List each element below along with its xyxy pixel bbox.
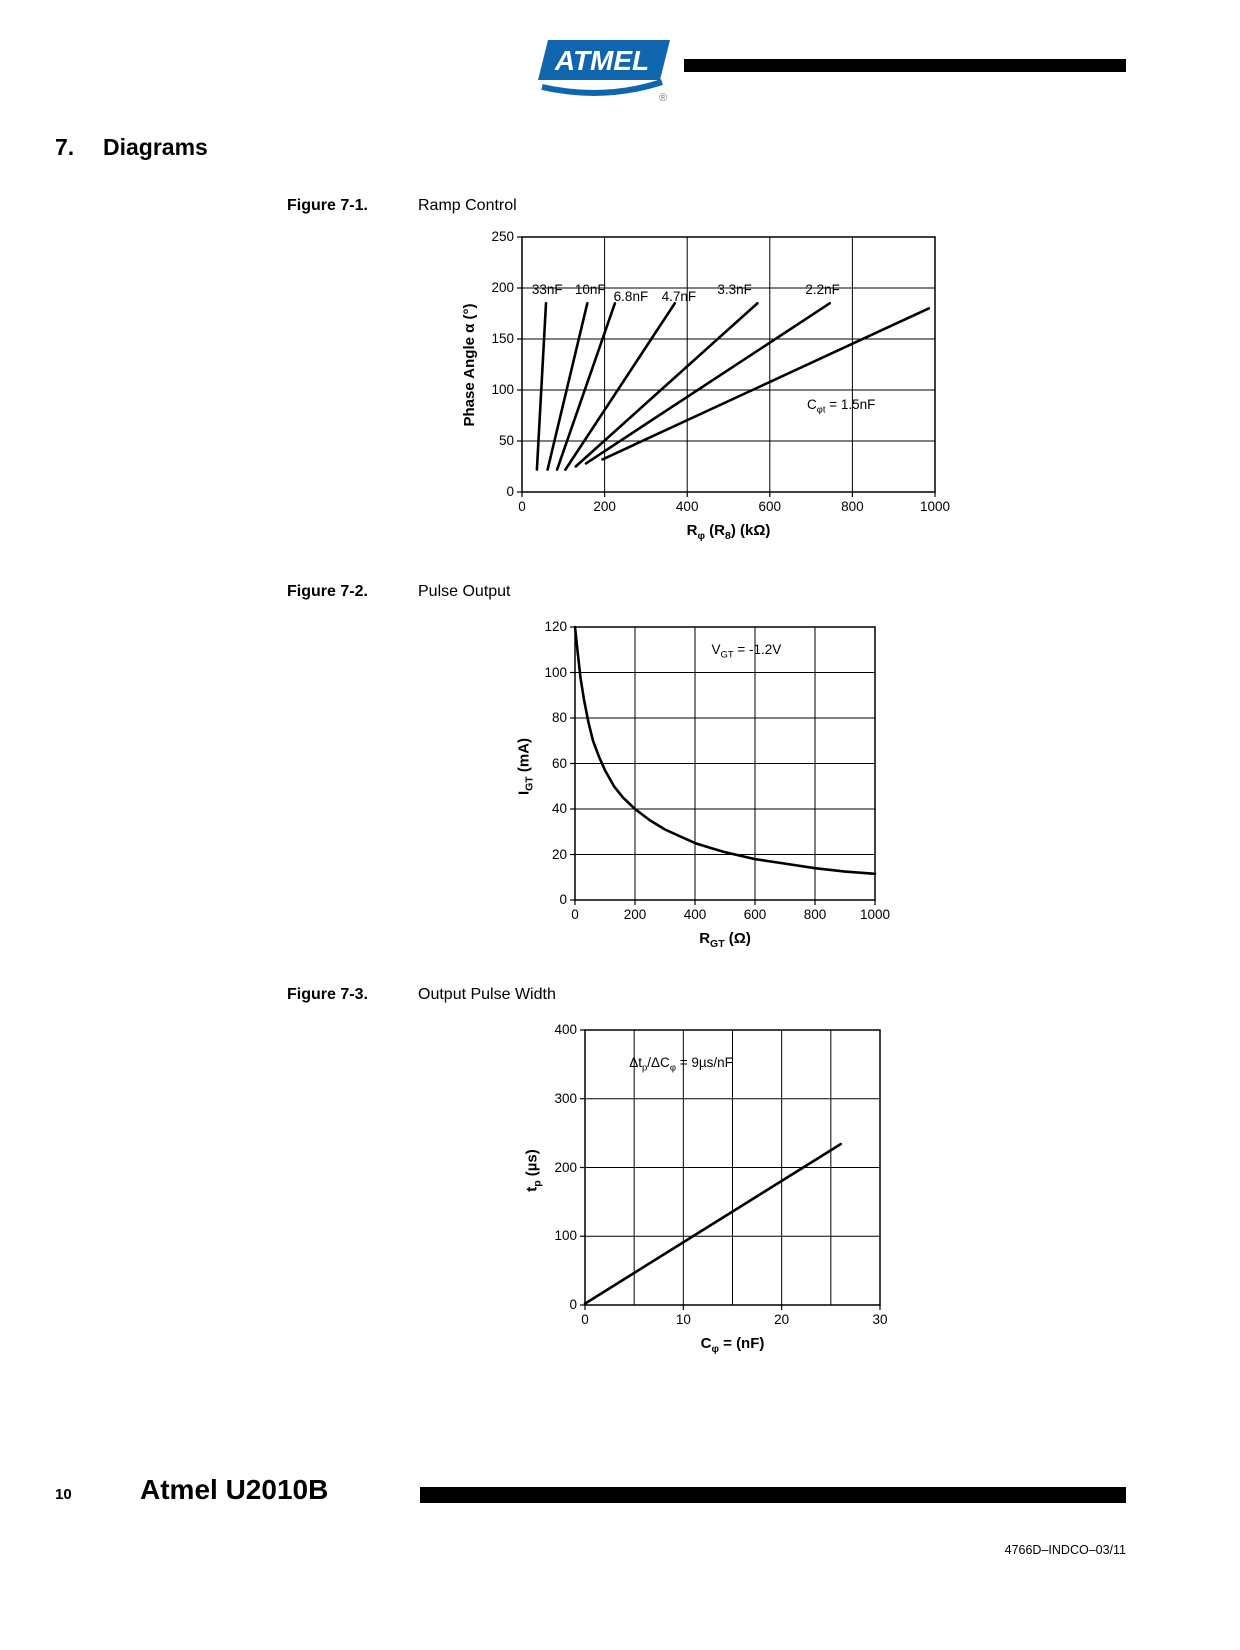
x-tick-label: 10 (675, 1312, 691, 1327)
y-tick-label: 0 (569, 1297, 577, 1312)
series-label: 10nF (574, 282, 606, 298)
series-label: 2.2nF (805, 282, 840, 298)
y-tick-label: 50 (498, 433, 514, 448)
chart-annotation: $V_{GT} = -1.2V$ (711, 641, 782, 661)
x-tick-label: 200 (623, 907, 647, 922)
x-tick-label: 0 (571, 907, 579, 922)
x-axis-label: $R_\varphi$ $(R_8)$ (kΩ) (686, 522, 771, 542)
x-tick-label: 1000 (919, 499, 951, 514)
chart-annotation: $C_{\varphi t} = 1.5nF$ (806, 397, 876, 416)
header-rule (684, 59, 1126, 72)
section-heading (55, 134, 208, 161)
x-tick-label: 600 (743, 907, 767, 922)
y-tick-label: 200 (491, 280, 514, 295)
atmel-logo (538, 40, 670, 104)
x-tick-label: 400 (683, 907, 707, 922)
figure-7-1-title: Ramp Control (418, 197, 517, 214)
figure-7-2-caption-row (287, 583, 511, 601)
series-label: 4.7nF (661, 289, 697, 305)
x-tick-label: 30 (872, 1312, 888, 1327)
x-axis-label: $R_{GT}$ (Ω) (699, 930, 751, 950)
footer-doc-title: Atmel U2010B (140, 1474, 329, 1505)
y-tick-label: 400 (554, 1022, 577, 1037)
x-tick-label: 800 (841, 499, 864, 514)
figure-7-2-label: Figure 7-2. (287, 583, 368, 600)
y-tick-label: 150 (491, 331, 514, 346)
x-tick-label: 400 (675, 499, 699, 514)
y-tick-label: 100 (491, 382, 514, 397)
y-tick-label: 250 (491, 229, 514, 244)
y-tick-label: 80 (551, 710, 567, 725)
x-tick-label: 0 (518, 499, 526, 514)
figure-7-1-caption-row (287, 197, 517, 215)
x-tick-label: 0 (581, 1312, 589, 1327)
series-label: 33nF (531, 282, 563, 298)
x-tick-label: 800 (803, 907, 827, 922)
registered-mark-icon: ® (659, 92, 668, 104)
chart-plot-1 (522, 237, 935, 492)
y-tick-label: 120 (544, 619, 567, 634)
series-label: 6.8nF (613, 289, 649, 305)
y-tick-label: 0 (506, 484, 514, 499)
footer-doc-code: 4766D–INDCO–03/11 (1004, 1543, 1126, 1557)
chart-plot-2 (575, 627, 875, 900)
footer-rule (420, 1487, 1126, 1503)
figure-7-3-title: Output Pulse Width (418, 986, 556, 1003)
y-axis-label: $t_p$ (µs) (523, 1148, 544, 1192)
section-number: 7. (55, 134, 75, 160)
y-tick-label: 0 (559, 892, 567, 907)
series-label: 3.3nF (717, 282, 752, 298)
y-axis-label: Phase Angle α (°) (461, 302, 478, 427)
figure-7-2-title: Pulse Output (418, 583, 511, 600)
y-tick-label: 60 (551, 755, 567, 771)
y-tick-label: 100 (554, 1228, 577, 1244)
atmel-logo-text: ATMEL (554, 45, 650, 76)
figure-7-3-caption-row (287, 986, 556, 1004)
figure-7-1-label: Figure 7-1. (287, 197, 368, 214)
atmel-logo-swoosh (542, 82, 662, 93)
figure-7-3-label: Figure 7-3. (287, 986, 368, 1003)
y-tick-label: 300 (554, 1090, 577, 1106)
x-tick-label: 1000 (859, 907, 891, 922)
y-tick-label: 200 (554, 1159, 577, 1175)
y-tick-label: 100 (544, 664, 567, 680)
y-tick-label: 40 (551, 801, 567, 816)
section-title: Diagrams (103, 134, 208, 160)
y-tick-label: 20 (551, 846, 567, 862)
x-tick-label: 600 (758, 499, 782, 514)
x-tick-label: 200 (593, 499, 616, 514)
y-axis-label: $I_{GT}$ (mA) (515, 737, 536, 795)
chart-annotation: $\Delta t_p/\Delta C_\varphi = 9\mu s/nF$ (629, 1055, 733, 1074)
x-tick-label: 20 (774, 1312, 790, 1327)
x-axis-label: $C_\varphi = (nF)$ (700, 1335, 765, 1355)
footer-page-number: 10 (55, 1486, 72, 1503)
